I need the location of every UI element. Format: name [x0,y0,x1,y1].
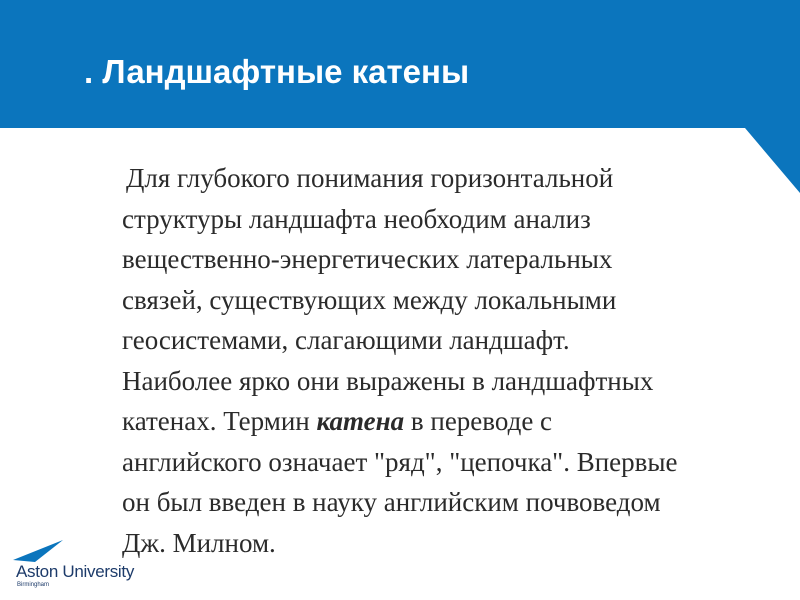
term-catena: катена [316,406,405,436]
paragraph-line: английского означает "ряд", "цепочка". Впервые [122,446,678,477]
aston-university-logo [13,538,143,590]
paragraph-line: вещественно-энергетических латеральных [122,244,613,274]
logo-name: Aston University [16,562,135,581]
paragraph-line: связей, существующих между локальными [122,284,617,315]
slide-title: . Ландшафтные катены [84,53,470,90]
paragraph-line: Наиболее ярко они выражены в ландшафтных [122,365,654,396]
logo-subtitle: Birmingham [17,582,50,588]
paragraph-line [122,401,782,442]
paragraph-line: структуры ландшафта необходим анализ [122,203,591,234]
text-run: в переводе с [404,406,553,436]
paragraph-line: геосистемами, слагающими ландшафт. [122,325,570,355]
paragraph-line: он был введен в науку английским почвоведом [122,487,661,517]
aston-triangle-icon [13,538,67,564]
paragraph-line: Для глубокого понимания горизонтальной [126,163,614,193]
text-run: катенах. Термин [122,406,317,436]
body-paragraph [122,158,782,563]
paragraph-line: Дж. Милном. [122,527,276,558]
